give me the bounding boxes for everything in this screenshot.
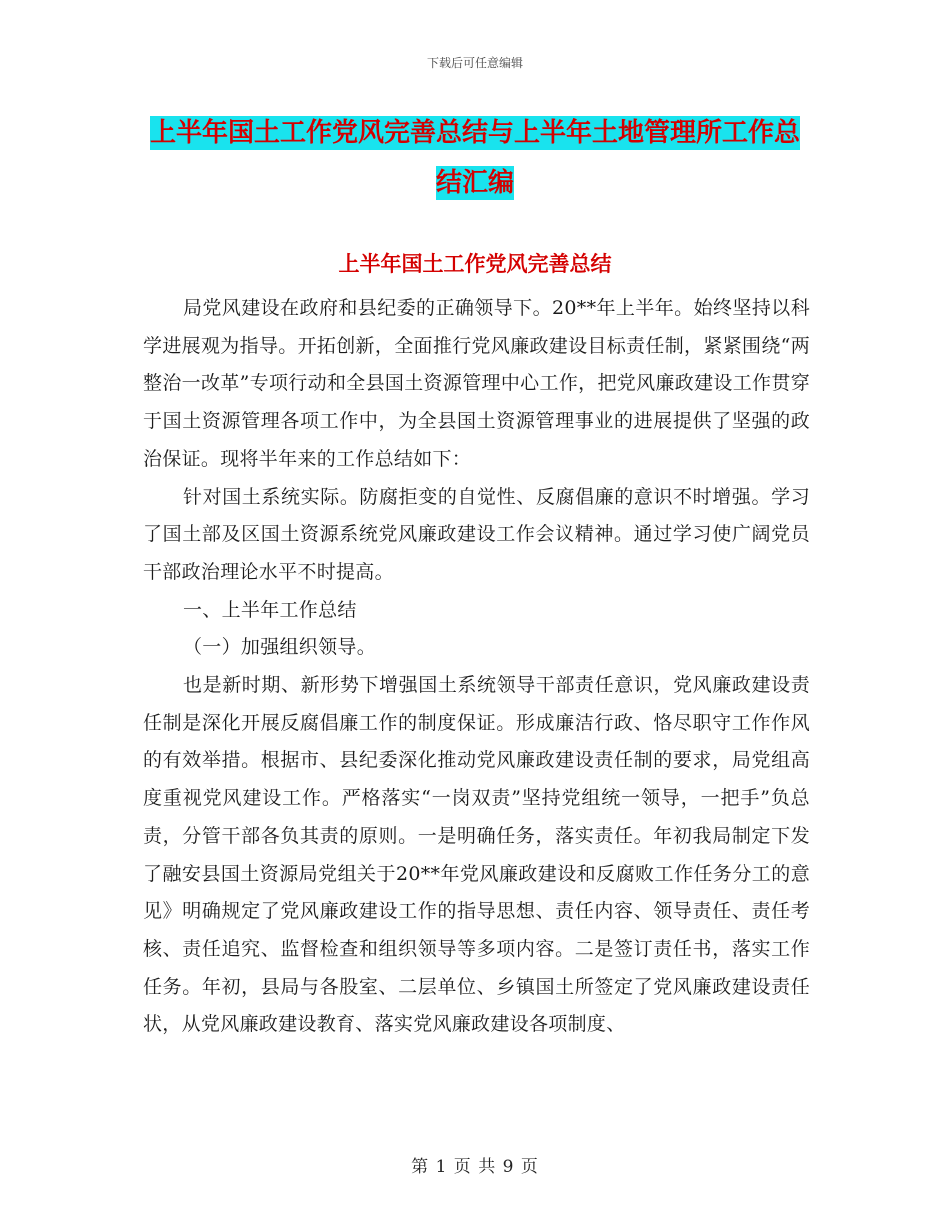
document-main-title — [140, 108, 810, 208]
section-title: 上半年国土工作党风完善总结 — [338, 252, 612, 276]
subheading-leadership: （一）加强组织领导。 — [183, 636, 377, 659]
paragraph-responsibility: 也是新时期、新形势下增强国土系统领导干部责任意识，党风廉政建设责任制是深化开展反腐倡廉工作的制度保证。形成廉洁行政、恪尽职守工作作风的有效举措。根据市、县纪委深化推动党风廉政建设责任制的要求，局党组高度重视党风建设工作。严格落实“一岗双责”坚持党组统一领导，一把手”负总责，分管干部各负其责的原则。一是明确任务，落实责任。年初我局制定下发了融安县国土资源局党组关于20**年党风廉政建设和反腐败工作任务分工的意见》明确规定了党风廉政建设工作的指导思想、责任内容、领导责任、责任考核、责任追究、监督检查和组织领导等多项内容。二是签订责任书，落实工作任务。年初，县局与各股室、二层单位、乡镇国土所签定了党风廉政建设责任状，从党风廉政建设教育、落实党风廉政建设各项制度、 — [143, 674, 810, 1036]
page-number: 第 1 页 共 9 页 — [411, 1157, 539, 1177]
document-body — [143, 290, 810, 1044]
paragraph-study: 针对国土系统实际。防腐拒变的自觉性、反腐倡廉的意识不时增强。学习了国土部及区国土资源系统党风廉政建设工作会议精神。通过学习使广阔党员干部政治理论水平不时提高。 — [143, 485, 810, 583]
main-title-text: 上半年国土工作党风完善总结与上半年土地管理所工作总结汇编 — [149, 118, 800, 198]
paragraph-intro: 局党风建设在政府和县纪委的正确领导下。20**年上半年。始终坚持以科学进展观为指导。开拓创新，全面推行党风廉政建设目标责任制，紧紧围绕“两整治一改革”专项行动和全县国土资源管理中心工作，把党风廉政建设工作贯穿于国土资源管理各项工作中，为全县国土资源管理事业的进展提供了坚强的政治保证。现将半年来的工作总结如下： — [143, 297, 810, 470]
header-note: 下载后可任意编辑 — [426, 56, 523, 70]
heading-summary: 一、上半年工作总结 — [183, 598, 357, 621]
